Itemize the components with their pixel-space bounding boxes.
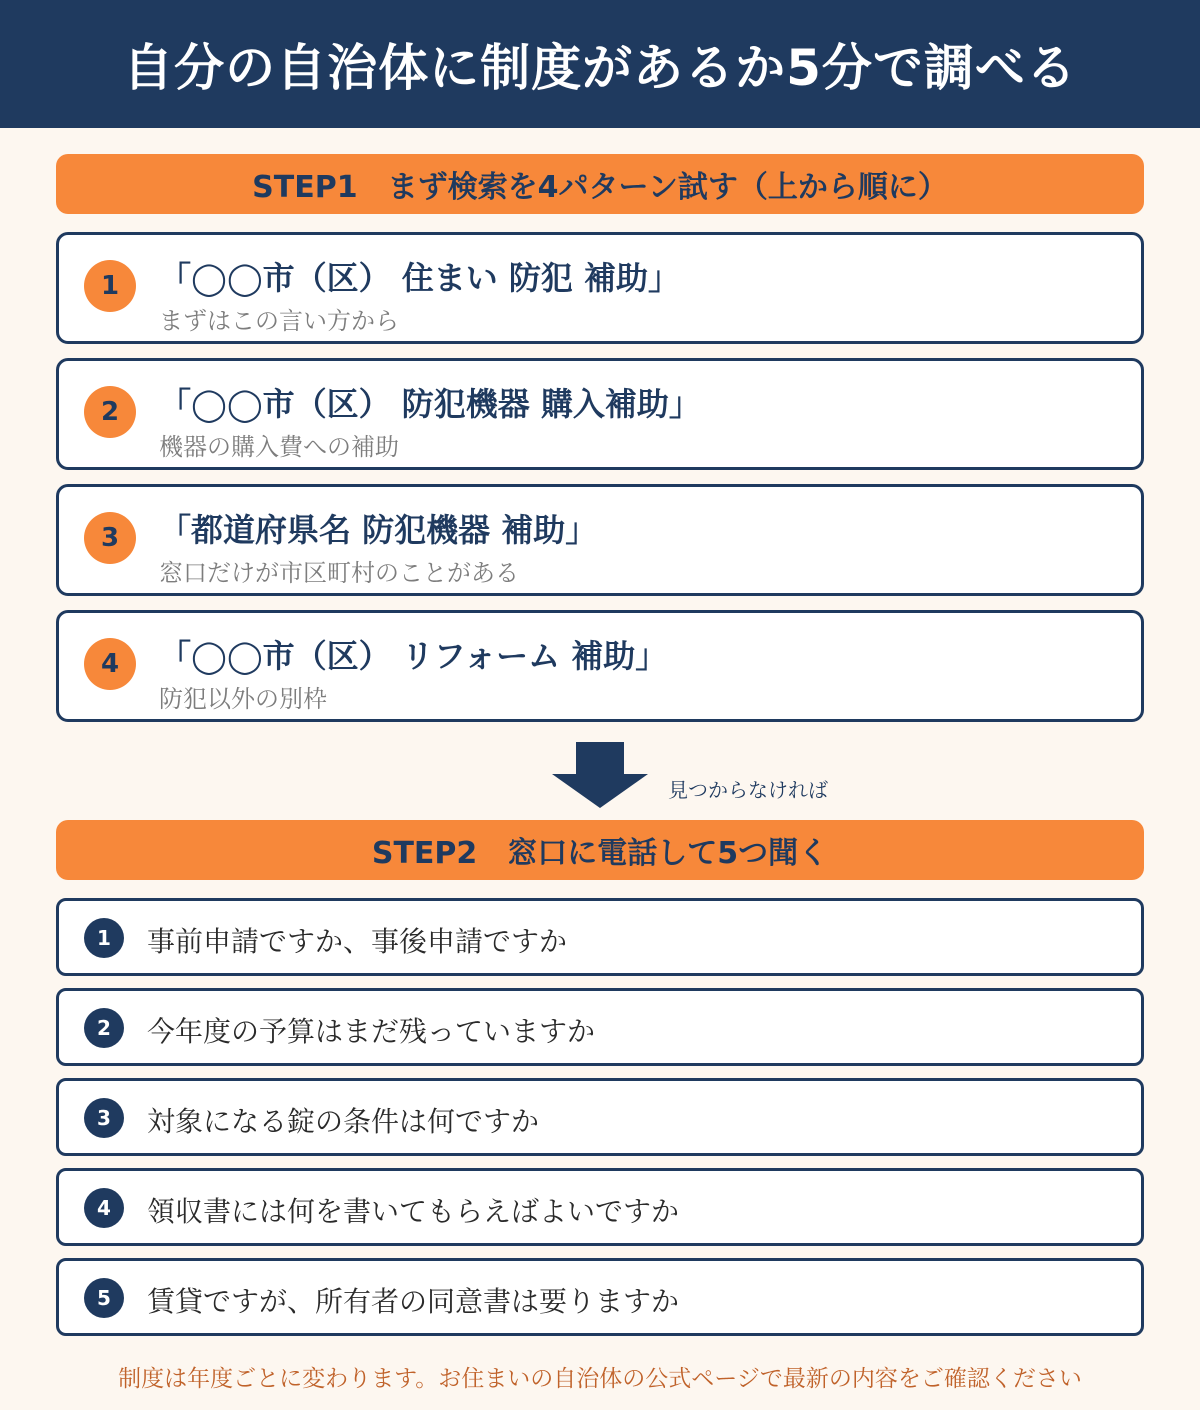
footer-note: 制度は年度ごとに変わります。お住まいの自治体の公式ページで最新の内容をご確認ください — [118, 1366, 1082, 1392]
step2-banner — [56, 820, 1144, 880]
search-query-text: 「都道府県名 防犯機器 補助」 — [159, 511, 598, 549]
question-text: 今年度の予算はまだ残っていますか — [147, 1015, 596, 1048]
search-query-text: 「◯◯市（区） 防犯機器 購入補助」 — [159, 385, 701, 423]
search-pattern-card — [56, 232, 1144, 344]
question-number-badge: 5 — [84, 1278, 124, 1318]
search-pattern-card — [56, 610, 1144, 722]
question-text: 対象になる錠の条件は何ですか — [147, 1105, 540, 1138]
question-text: 領収書には何を書いてもらえばよいですか — [147, 1195, 680, 1228]
step-number-badge: 3 — [84, 512, 136, 564]
question-card — [56, 1168, 1144, 1246]
search-query-text: 「◯◯市（区） 住まい 防犯 補助」 — [159, 259, 681, 297]
question-number-badge: 1 — [84, 918, 124, 958]
question-text: 事前申請ですか、事後申請ですか — [147, 925, 568, 958]
question-text: 賃貸ですが、所有者の同意書は要りますか — [147, 1285, 680, 1318]
question-card — [56, 1078, 1144, 1156]
step1-banner — [56, 154, 1144, 214]
arrow-down-icon — [552, 742, 648, 808]
question-number-badge: 3 — [84, 1098, 124, 1138]
step-number-badge: 2 — [84, 386, 136, 438]
search-query-note: 機器の購入費への補助 — [159, 433, 399, 461]
question-card — [56, 988, 1144, 1066]
step1-label: STEP1 まず検索を4パターン試す（上から順に） — [252, 170, 948, 205]
search-query-note: まずはこの言い方から — [159, 307, 399, 335]
step2-label: STEP2 窓口に電話して5つ聞く — [371, 836, 829, 871]
search-query-text: 「◯◯市（区） リフォーム 補助」 — [159, 637, 668, 675]
question-number-badge: 2 — [84, 1008, 124, 1048]
search-query-note: 窓口だけが市区町村のことがある — [159, 559, 519, 587]
page-header — [0, 0, 1200, 128]
step-number-badge: 4 — [84, 638, 136, 690]
question-card — [56, 898, 1144, 976]
search-query-note: 防犯以外の別枠 — [159, 685, 327, 713]
search-pattern-card — [56, 484, 1144, 596]
question-number-badge: 4 — [84, 1188, 124, 1228]
question-card — [56, 1258, 1144, 1336]
page-title: 自分の自治体に制度があるか5分で調べる — [123, 39, 1077, 97]
search-pattern-card — [56, 358, 1144, 470]
step-number-badge: 1 — [84, 260, 136, 312]
arrow-note: 見つからなければ — [668, 778, 828, 802]
